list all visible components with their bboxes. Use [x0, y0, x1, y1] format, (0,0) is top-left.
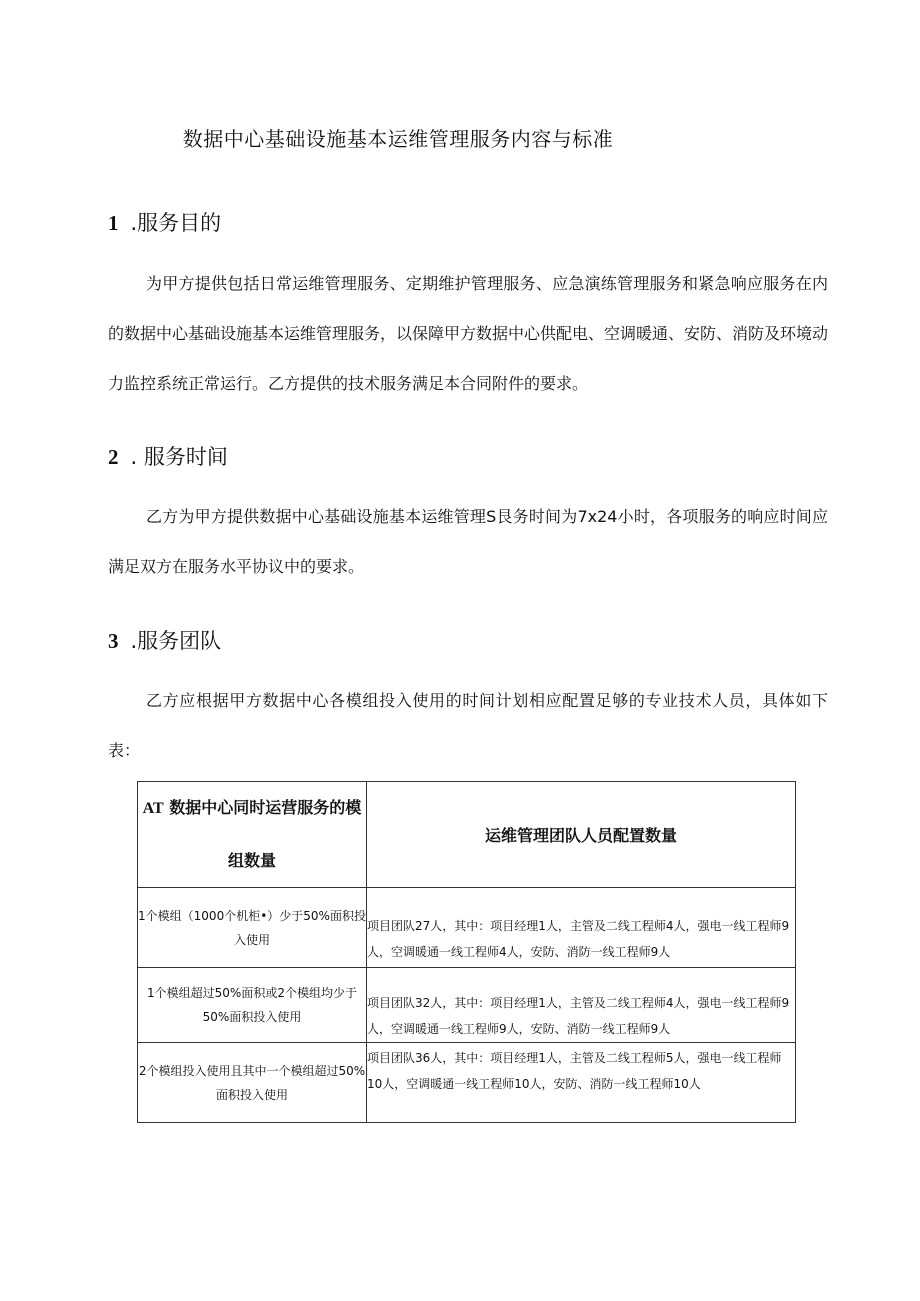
header-staffing: 运维管理团队人员配置数量 [367, 782, 796, 888]
table-cell-modules: 2个模组投入使用且其中一个模组超过50%面积投入使用 [138, 1043, 367, 1123]
section-number: 1 [108, 211, 119, 235]
document-title: 数据中心基础设施基本运维管理服务内容与标准 [182, 127, 614, 151]
section-body-purpose: 为甲方提供包括日常运维管理服务、定期维护管理服务、应急演练管理服务和紧急响应服务在内的数据中心基础设施基本运维管理服务，以保障甲方数据中心供配电、空调暖通、安防、消防及环境动力监控系统正常运行。乙方提供的技术服务满足本合同附件的要求。 [108, 274, 829, 393]
header-module-label: 数据中心同时运营服务的模组数量 [169, 798, 362, 870]
section-body-time: 乙方为甲方提供数据中心基础设施基本运维管理S艮务时间为7x24小时，各项服务的响应时间应满足双方在服务水平协议中的要求。 [108, 507, 828, 576]
section-title: .服务团队 [130, 629, 222, 653]
table-cell-modules: 1个模组超过50%面积或2个模组均少于50%面积投入使用 [138, 968, 367, 1043]
table-cell-staffing: 项目团队36人，其中：项目经理1人，主管及二线工程师5人，强电一线工程师10人，空调暖通一线工程师10人，安防、消防一线工程师10人 [367, 1043, 796, 1123]
section-body-team: 乙方应根据甲方数据中心各模组投入使用的时间计划相应配置足够的专业技术人员，具体如下表： [108, 691, 828, 760]
section-heading-purpose [108, 207, 221, 237]
table-cell-modules: 1个模组（1000个机柜•）少于50%面积投入使用 [138, 888, 367, 968]
header-module-count [138, 782, 367, 888]
table-row [138, 1043, 796, 1123]
section-number: 3 [108, 629, 119, 653]
staffing-table [137, 781, 796, 1123]
section-heading-team [108, 625, 221, 655]
section-title: . 服务时间 [130, 445, 228, 469]
table-row [138, 888, 796, 968]
table-cell-staffing: 项目团队32人，其中：项目经理1人，主管及二线工程师4人，强电一线工程师9人，空调暖通一线工程师9人，安防、消防一线工程师9人 [367, 968, 796, 1043]
header-prefix: AT [142, 800, 164, 817]
section-heading-time [108, 441, 228, 471]
table-header-row [138, 782, 796, 888]
table-cell-staffing: 项目团队27人，其中：项目经理1人，主管及二线工程师4人，强电一线工程师9人，空调暖通一线工程师4人，安防、消防一线工程师9人 [367, 888, 796, 968]
table-row [138, 968, 796, 1043]
section-title: .服务目的 [130, 211, 222, 235]
section-number: 2 [108, 445, 119, 469]
